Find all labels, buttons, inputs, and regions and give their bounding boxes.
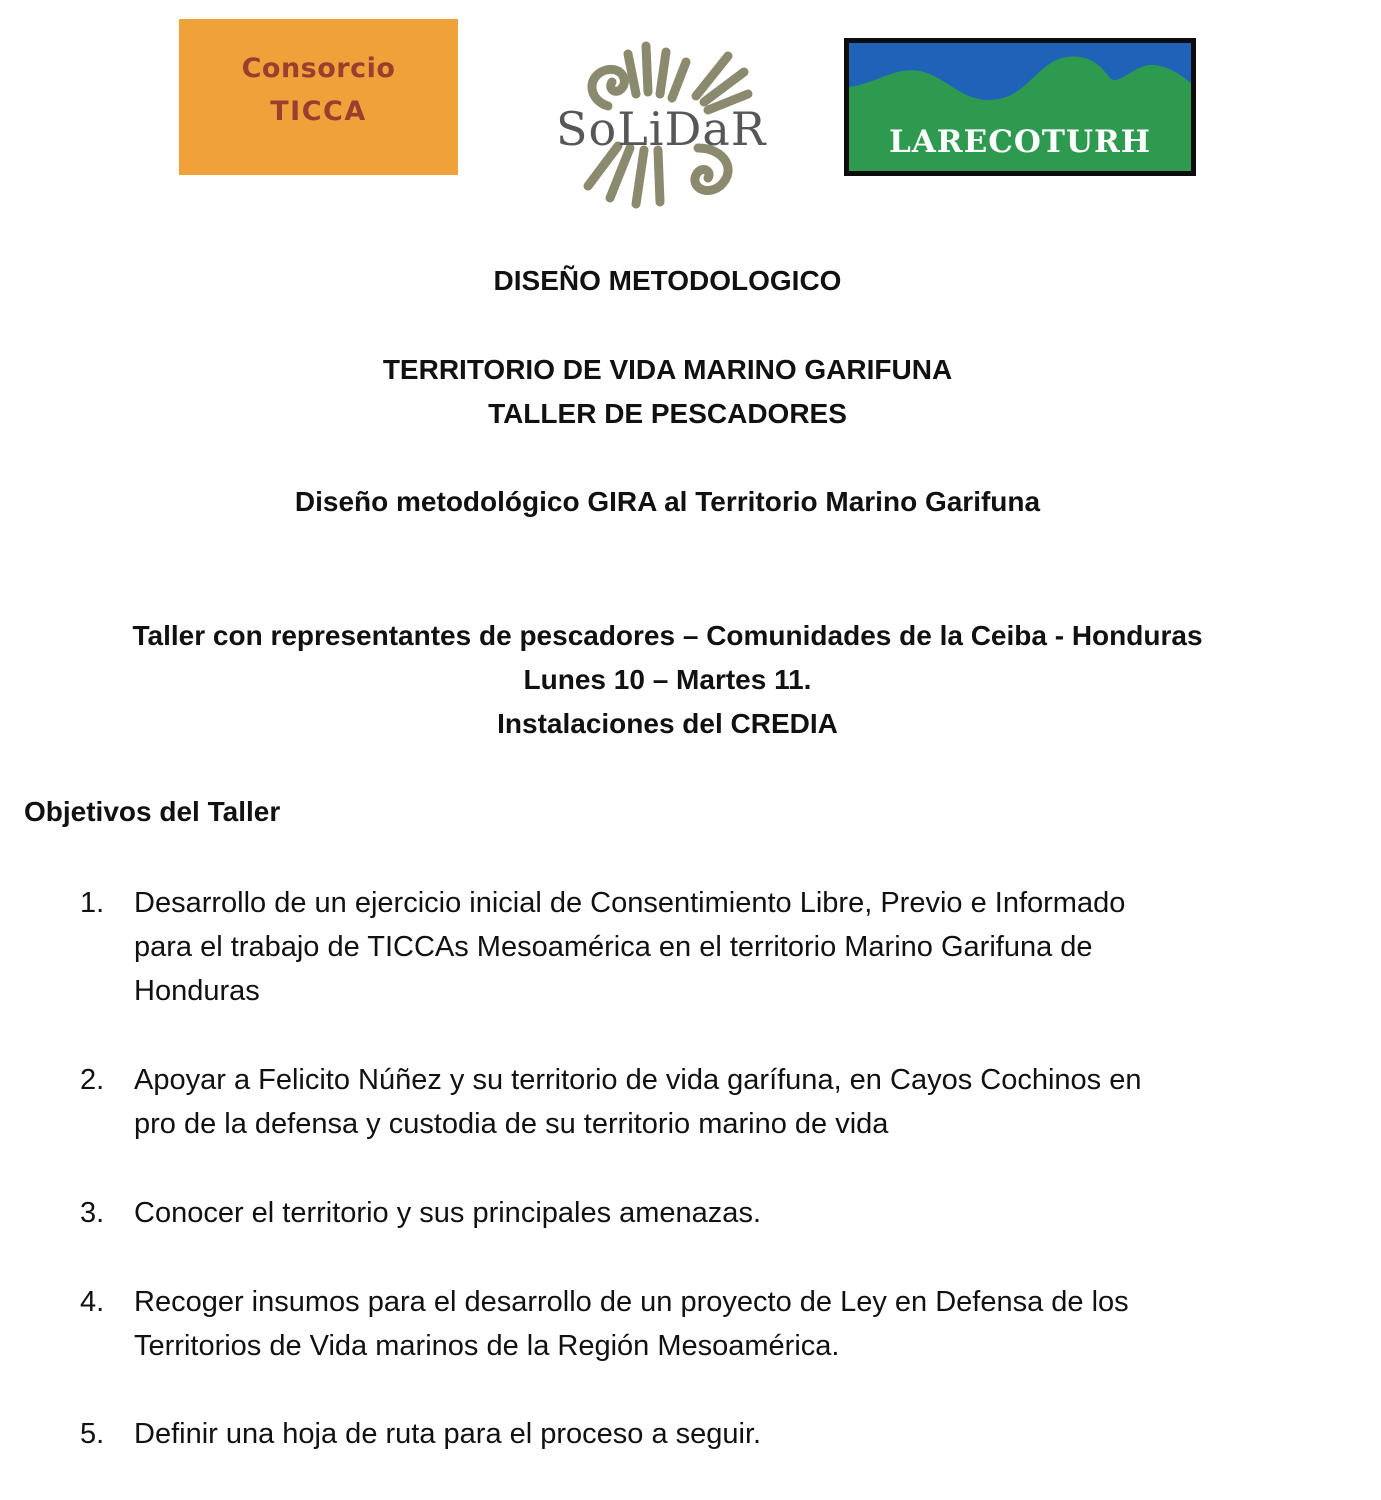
- objective-number: 1.: [80, 887, 105, 919]
- objective-number: 4.: [80, 1286, 105, 1318]
- objective-number: 2.: [80, 1064, 105, 1096]
- objective-line: para el trabajo de TICCAs Mesoamérica en el territorio Marino Garifuna de: [134, 931, 1093, 963]
- objective-text: [134, 1058, 1314, 1146]
- objective-text: [134, 1280, 1314, 1368]
- objective-number: 3.: [80, 1197, 105, 1229]
- larecoturh-logo: [844, 38, 1196, 176]
- ticca-logo-line1: Consorcio: [241, 53, 396, 84]
- objective-line: Definir una hoja de ruta para el proceso a seguir.: [134, 1418, 762, 1450]
- objective-text: [134, 881, 1314, 1013]
- objective-text: [134, 1191, 1314, 1235]
- event-dates: Lunes 10 – Martes 11.: [523, 664, 812, 695]
- objective-number: 5.: [80, 1418, 105, 1450]
- objective-line: Recoger insumos para el desarrollo de un proyecto de Ley en Defensa de los: [134, 1286, 1129, 1318]
- objective-line: Desarrollo de un ejercicio inicial de Consentimiento Libre, Previo e Informado: [134, 887, 1126, 919]
- document-subtitle-design: Diseño metodológico GIRA al Territorio Marino Garifuna: [294, 486, 1041, 517]
- solidar-logo: [548, 36, 788, 212]
- event-description: Taller con representantes de pescadores – Comunidades de la Ceiba - Honduras: [132, 620, 1203, 651]
- document-subtitle-workshop: TALLER DE PESCADORES: [488, 398, 847, 429]
- document-subtitle-territory: TERRITORIO DE VIDA MARINO GARIFUNA: [382, 354, 953, 385]
- objective-line: pro de la defensa y custodia de su territorio marino de vida: [134, 1108, 889, 1140]
- objective-line: Conocer el territorio y sus principales amenazas.: [134, 1197, 761, 1229]
- consorcio-ticca-logo: [179, 19, 458, 175]
- event-location: Instalaciones del CREDIA: [497, 708, 838, 739]
- objective-line: Honduras: [134, 975, 260, 1007]
- objective-text: [134, 1412, 1314, 1456]
- ticca-logo-line2: TICCA: [270, 96, 367, 127]
- objectives-heading: Objetivos del Taller: [24, 796, 281, 827]
- solidar-logo-text: SoLiDaR: [556, 102, 767, 156]
- larecoturh-logo-text: LARECOTURH: [888, 124, 1152, 160]
- document-title: DISEÑO METODOLOGICO: [493, 265, 842, 296]
- objective-line: Apoyar a Felicito Núñez y su territorio de vida garífuna, en Cayos Cochinos en: [134, 1064, 1142, 1096]
- objective-line: Territorios de Vida marinos de la Región Mesoamérica.: [134, 1330, 840, 1362]
